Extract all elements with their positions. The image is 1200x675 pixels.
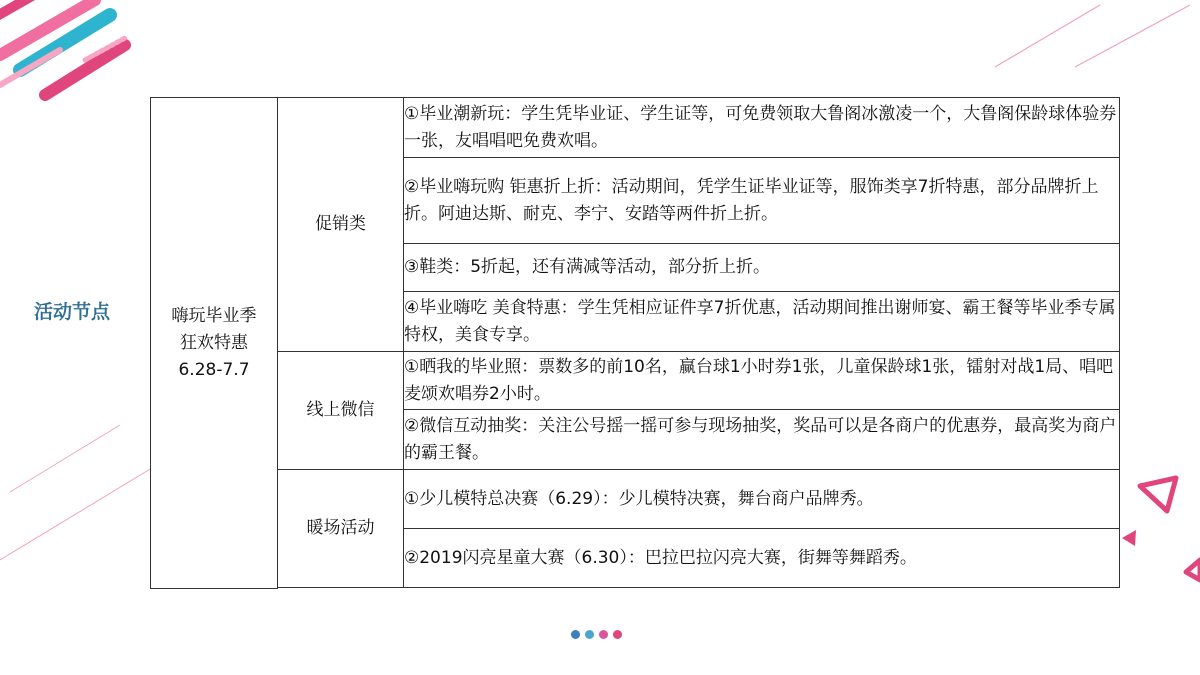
warmup-item-1: ①少儿模特总决赛（6.29）：少儿模特决赛，舞台商户品牌秀。 [404,470,1120,529]
page-indicator-dots [571,630,622,639]
dot-2 [585,630,594,639]
promotion-item-2: ②毕业嗨玩购 钜惠折上折：活动期间，凭学生证毕业证等，服饰类享7折特惠，部分品牌折上折。阿迪达斯、耐克、李宁、安踏等两件折上折。 [404,158,1120,244]
left-lines [0,425,165,560]
promotion-item-3: ③鞋类：5折起，还有满减等活动，部分折上折。 [404,244,1120,292]
dot-4 [613,630,622,639]
warmup-item-2: ②2019闪亮星童大赛（6.30）：巴拉巴拉闪亮大赛，街舞等舞蹈秀。 [404,529,1120,588]
category-warmup: 暖场活动 [278,470,404,588]
dot-3 [599,630,608,639]
top-left-stripes [0,0,125,95]
event-name-line2: 狂欢特惠 [180,332,248,353]
event-cell [151,98,278,589]
wechat-item-2: ②微信互动抽奖：关注公号摇一摇可参与现场抽奖，奖品可以是各商户的优惠券，最高奖为商户的霸王餐。 [404,410,1120,470]
promotion-item-4: ④毕业嗨吃 美食特惠：学生凭相应证件享7折优惠，活动期间推出谢师宴、霸王餐等毕业季专属特权，美食专享。 [404,292,1120,352]
activity-table [150,97,1120,589]
event-name-line1: 嗨玩毕业季 [171,305,257,326]
category-wechat: 线上微信 [278,352,404,470]
side-label: 活动节点 [34,302,111,323]
event-dates: 6.28-7.7 [178,359,250,380]
category-promotion: 促销类 [278,98,404,352]
promotion-item-1: ①毕业潮新玩：学生凭毕业证、学生证等，可免费领取大鲁阁冰激凌一个，大鲁阁保龄球体验券一张，友唱唱吧免费欢唱。 [404,98,1120,158]
dot-1 [571,630,580,639]
top-right-lines [995,5,1190,67]
wechat-item-1: ①晒我的毕业照：票数多的前10名，赢台球1小时券1张，儿童保龄球1张，镭射对战1局、唱吧麦颂欢唱券2小时。 [404,352,1120,410]
